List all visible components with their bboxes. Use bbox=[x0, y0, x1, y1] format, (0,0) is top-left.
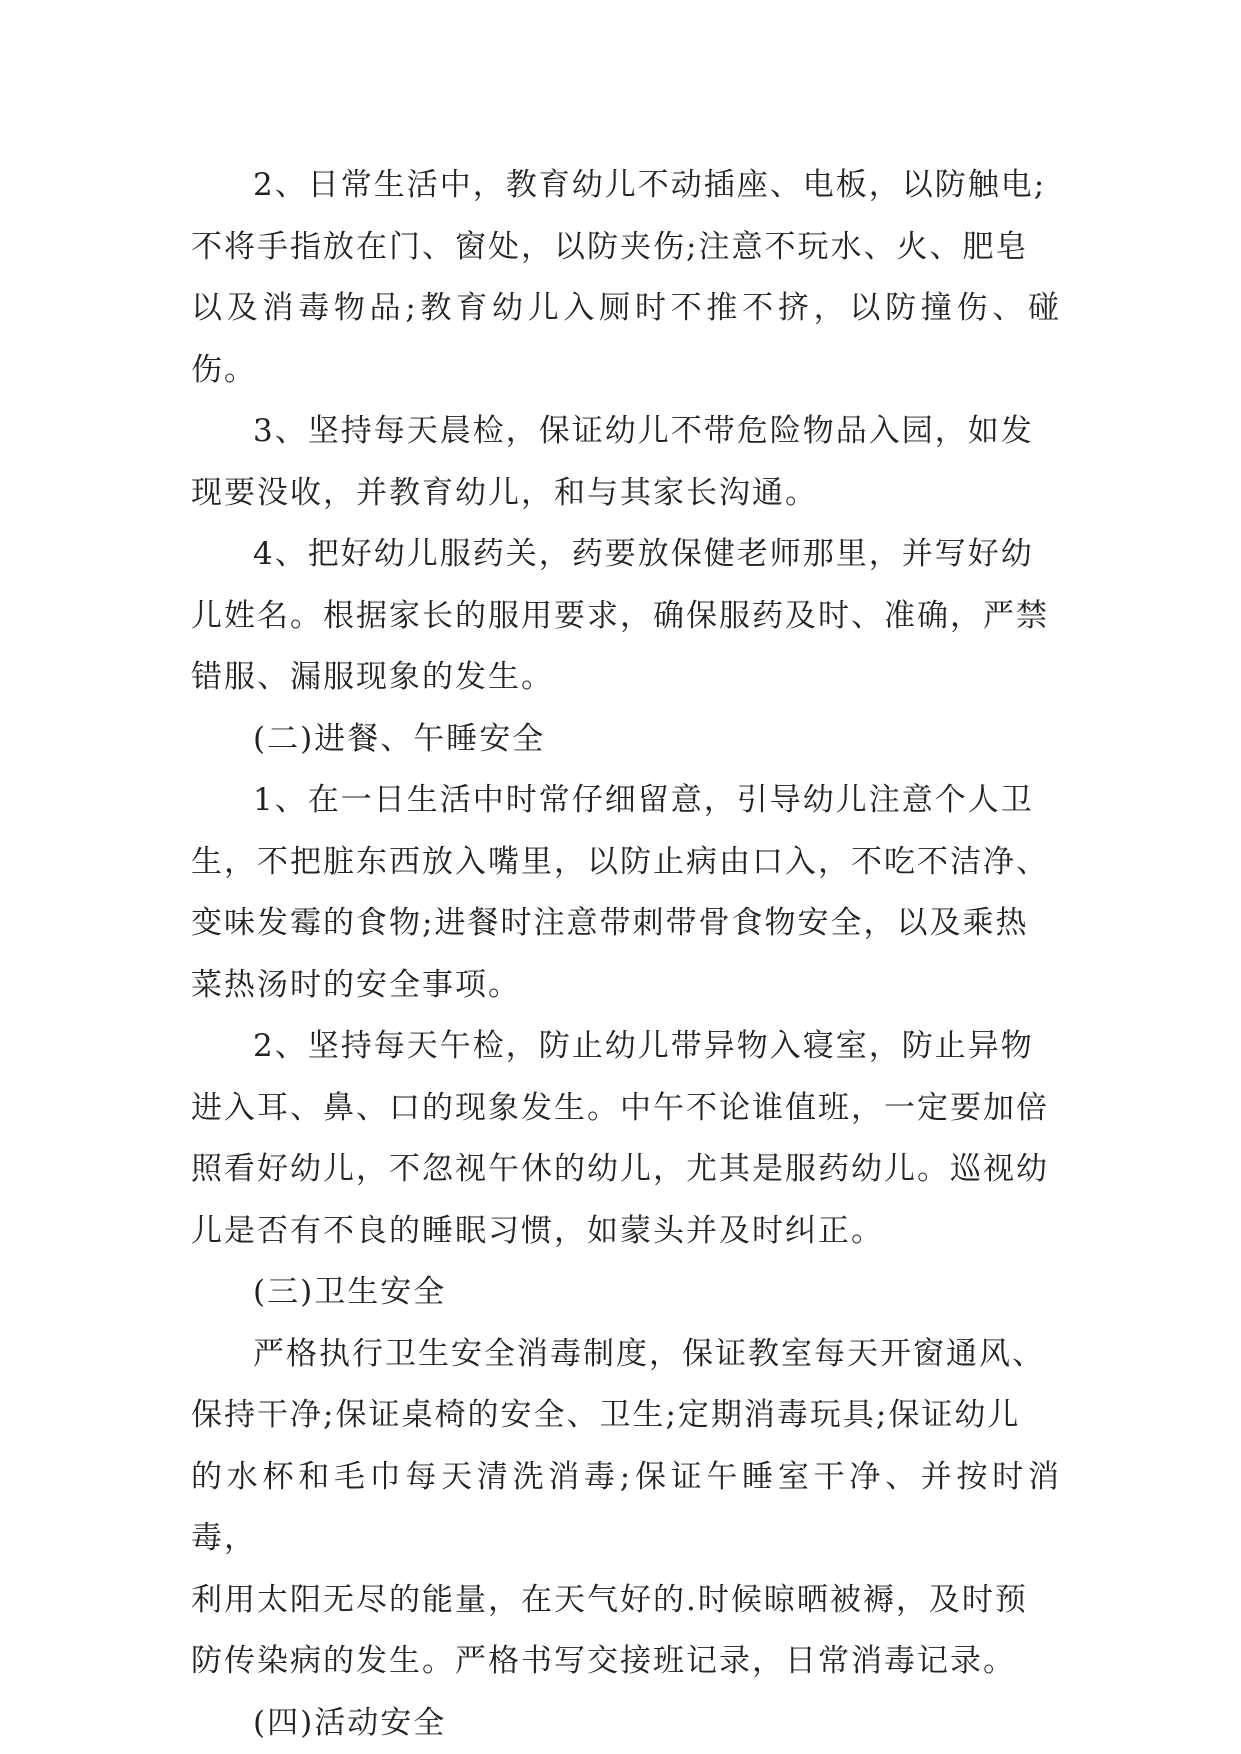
paragraph-morning-check: 3、坚持每天晨检，保证幼儿不带危险物品入园，如发 现要没收，并教育幼儿，和与其家长沟通。 bbox=[191, 413, 1034, 511]
paragraph-medication: 4、把好幼儿服药关，药要放保健老师那里，并写好幼 儿姓名。根据家长的服用要求，确保服药及时、准确，严禁 错服、漏服现象的发生。 bbox=[191, 536, 1049, 695]
section-heading-hygiene: (三)卫生安全 bbox=[253, 1274, 447, 1310]
paragraph-hygiene-eating: 1、在一日生活中时常仔细留意，引导幼儿注意个人卫 生，不把脏东西放入嘴里，以防止病由口入，不吃不洁净、 变味发霉的食物;进餐时注意带刺带骨食物安全，以及乘热 菜热汤时的安全事项。 bbox=[191, 782, 1049, 1003]
paragraph-noon-check: 2、坚持每天午检，防止幼儿带异物入寝室，防止异物 进入耳、鼻、口的现象发生。中午不论谁值班，一定要加倍 照看好幼儿，不忽视午休的幼儿，尤其是服药幼儿。巡视幼 儿是否有不良的睡眠习惯，如蒙头并及时纠正。 bbox=[191, 1028, 1049, 1249]
paragraph-daily-life-safety: 2、日常生活中，教育幼儿不动插座、电板，以防触电; 不将手指放在门、窗处，以防夹伤;注意不玩水、火、肥皂 以及消毒物品;教育幼儿入厕时不推不挤，以防撞伤、碰伤。 bbox=[191, 167, 1061, 388]
document-page bbox=[191, 155, 1061, 1754]
section-heading-meal-nap: (二)进餐、午睡安全 bbox=[253, 720, 546, 757]
paragraph-disinfection: 严格执行卫生安全消毒制度，保证教室每天开窗通风、 保持干净;保证桌椅的安全、卫生;定期消毒玩具;保证幼儿 的水杯和毛巾每天清洗消毒;保证午睡室干净、并按时消毒， 利用太阳无尽的能量，在天气好的.时候晾晒被褥，及时预 防传染病的发生。严格书写交接班记录，日常消毒记录。 bbox=[191, 1335, 1061, 1679]
section-heading-activity: (四)活动安全 bbox=[253, 1704, 447, 1741]
